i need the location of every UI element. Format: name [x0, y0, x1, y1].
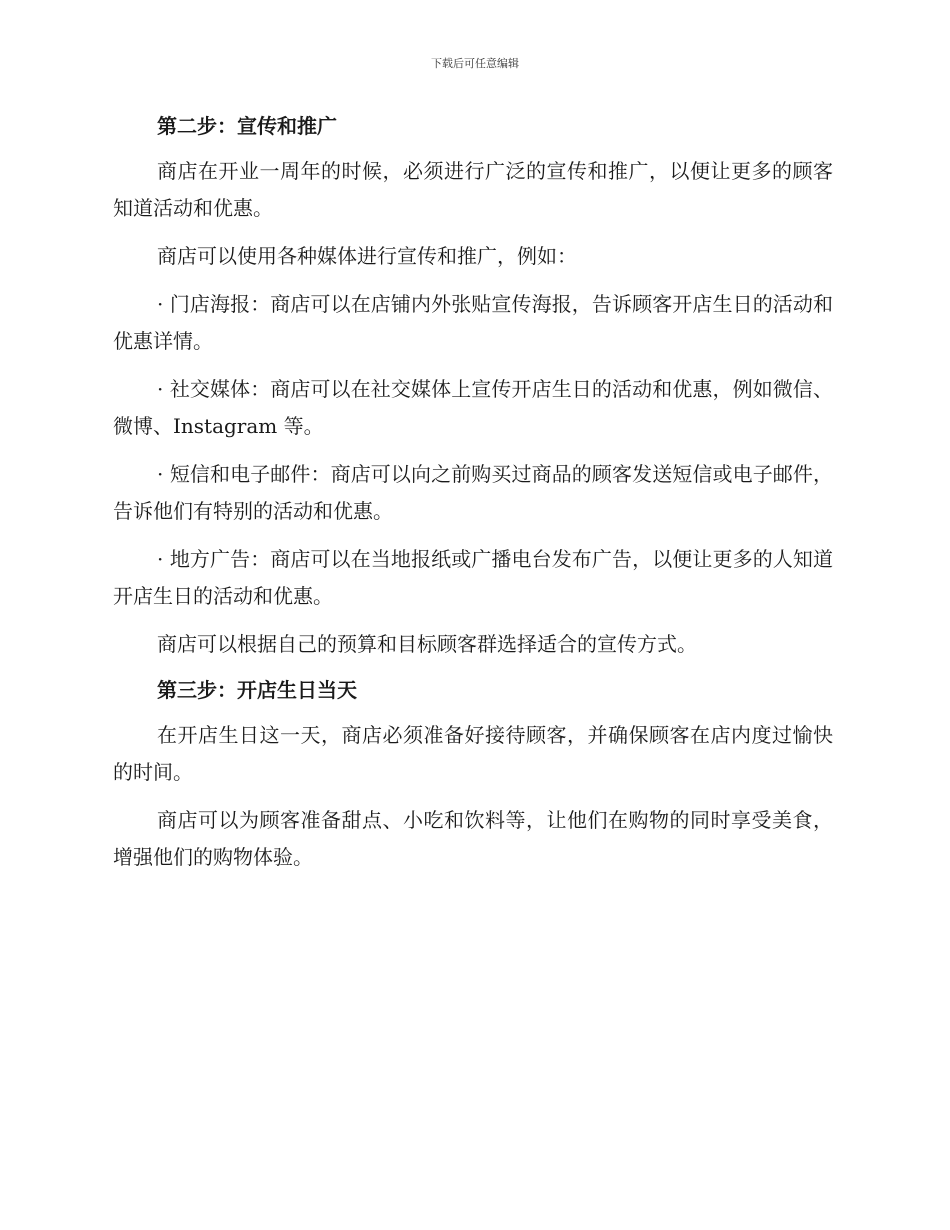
bullet-item-store-poster: · 门店海报：商店可以在店铺内外张贴宣传海报，告诉顾客开店生日的活动和优惠详情。: [113, 292, 833, 353]
paragraph: 商店可以为顾客准备甜点、小吃和饮料等，让他们在购物的同时享受美食，增强他们的购物体验。: [113, 808, 833, 869]
bullet-item-sms-email: · 短信和电子邮件：商店可以向之前购买过商品的顾客发送短信或电子邮件，告诉他们有特别的活动和优惠。: [113, 462, 833, 523]
paragraph: 商店可以使用各种媒体进行宣传和推广，例如：: [157, 244, 577, 268]
paragraph: 商店可以根据自己的预算和目标顾客群选择适合的宣传方式。: [157, 632, 697, 656]
paragraph: 商店在开业一周年的时候，必须进行广泛的宣传和推广，以便让更多的顾客知道活动和优惠。: [113, 159, 833, 220]
section-heading-step-2: 第二步：宣传和推广: [157, 114, 337, 138]
document-body: [113, 110, 833, 887]
page-header-note: 下载后可任意编辑: [431, 57, 519, 70]
bullet-item-social-media: · 社交媒体：商店可以在社交媒体上宣传开店生日的活动和优惠，例如微信、微博、Instagram 等。: [113, 377, 833, 438]
bullet-item-local-ads: · 地方广告：商店可以在当地报纸或广播电台发布广告，以便让更多的人知道开店生日的活动和优惠。: [113, 547, 833, 608]
section-heading-step-3: 第三步：开店生日当天: [157, 678, 357, 702]
paragraph: 在开店生日这一天，商店必须准备好接待顾客，并确保顾客在店内度过愉快的时间。: [113, 723, 833, 784]
